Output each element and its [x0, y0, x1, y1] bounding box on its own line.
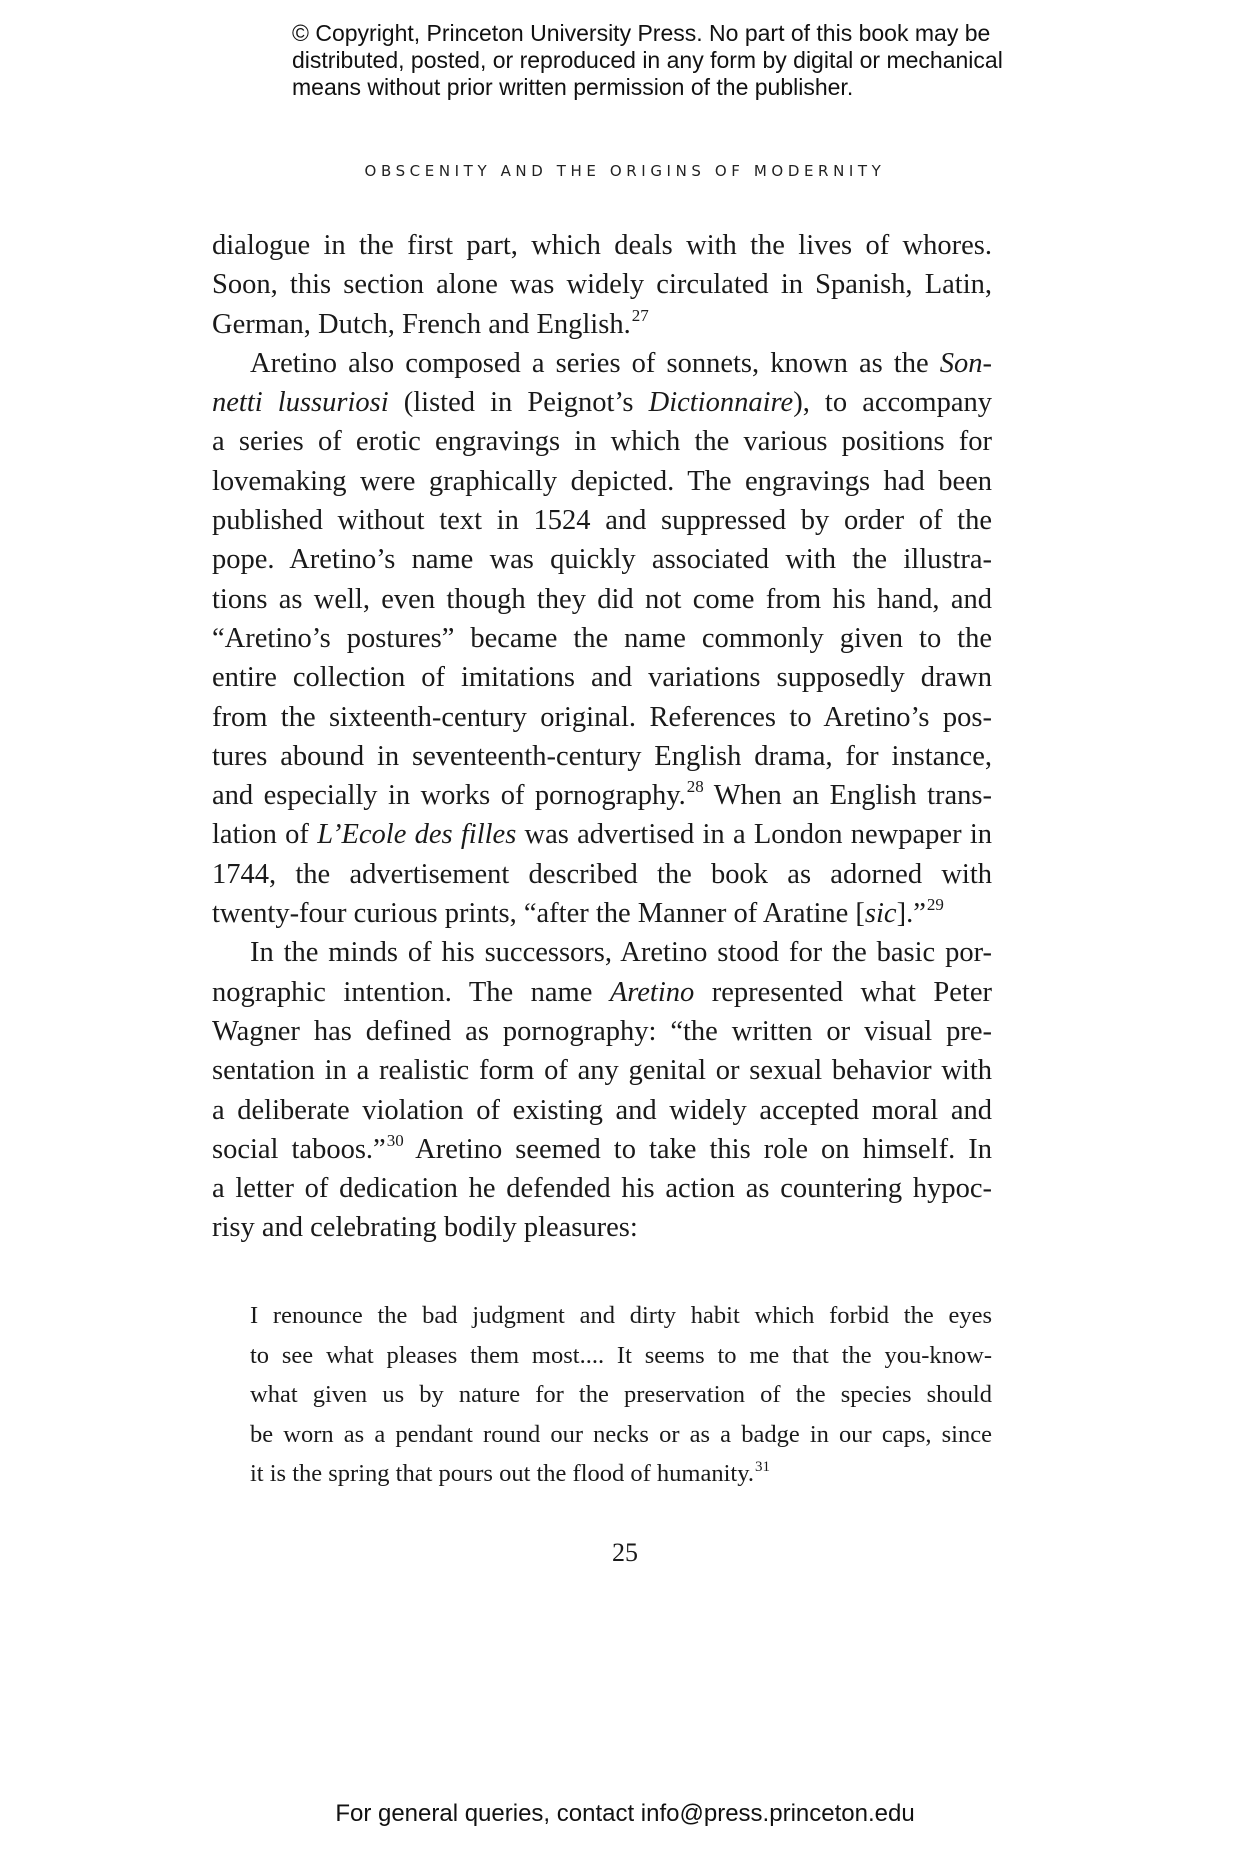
- text-line: 1744, the advertisement described the book as adorned with: [212, 858, 992, 890]
- copyright-notice: [292, 20, 1052, 101]
- body-text: [212, 226, 992, 1248]
- text-line: entire collection of imitations and variations supposedly drawn: [212, 662, 992, 694]
- text-line: netti lussuriosi (listed in Peignot’s Dictionnaire), to accompany: [212, 387, 992, 419]
- footnote-ref: 29: [926, 895, 944, 915]
- block-quote: [250, 1296, 992, 1494]
- text-line: “Aretino’s postures” became the name commonly given to the: [212, 622, 992, 654]
- footnote-ref: 31: [755, 1459, 771, 1475]
- quote-line: be worn as a pendant round our necks or as a badge in our caps, since: [250, 1420, 992, 1448]
- copyright-line: means without prior written permission of the publisher.: [292, 74, 854, 100]
- footnote-ref: 30: [386, 1130, 404, 1150]
- text-line: pope. Aretino’s name was quickly associated with the illustra-: [212, 544, 992, 576]
- quote-line: it is the spring that pours out the flood of humanity.$^{31}$: [250, 1459, 771, 1487]
- footnote-ref: 27: [631, 305, 649, 325]
- footnote-ref: 28: [686, 777, 704, 797]
- quote-line: I renounce the bad judgment and dirty habit which forbid the eyes: [250, 1302, 992, 1329]
- text-line: dialogue in the first part, which deals with the lives of whores.: [212, 230, 992, 261]
- text-line: Wagner has defined as pornography: “the written or visual pre-: [212, 1015, 992, 1047]
- text-line: a letter of dedication he defended his action as countering hypoc-: [212, 1173, 992, 1205]
- text-line: a deliberate violation of existing and widely accepted moral and: [212, 1094, 992, 1126]
- text-line: twenty-four curious prints, “after the Manner of Aratine [sic].”$^{29}$: [212, 895, 944, 930]
- text-line: Aretino also composed a series of sonnets, known as the Son-: [250, 347, 992, 379]
- copyright-line: distributed, posted, or reproduced in any form by digital or mechanical: [292, 47, 1003, 73]
- text-line: lation of L’Ecole des filles was advertised in a London newpaper in: [212, 819, 992, 851]
- text-line: and especially in works of pornography.$^{28}$ When an English trans-: [212, 777, 992, 812]
- text-line: published without text in 1524 and suppressed by order of the: [212, 505, 992, 537]
- text-line: Soon, this section alone was widely circulated in Spanish, Latin,: [212, 269, 992, 301]
- text-line: tures abound in seventeenth-century English drama, for instance,: [212, 740, 992, 772]
- quote-line: to see what pleases them most.... It seems to me that the you-know-: [250, 1341, 992, 1369]
- text-line: risy and celebrating bodily pleasures:: [212, 1212, 638, 1244]
- text-line: from the sixteenth-century original. References to Aretino’s pos-: [212, 701, 992, 733]
- text-line: nographic intention. The name Aretino represented what Peter: [212, 976, 992, 1008]
- text-line: a series of erotic engravings in which the various positions for: [212, 426, 992, 458]
- quote-line: what given us by nature for the preservation of the species should: [250, 1381, 992, 1408]
- copyright-line: © Copyright, Princeton University Press. No part of this book may be: [292, 20, 991, 46]
- text-line: sentation in a realistic form of any genital or sexual behavior with: [212, 1055, 992, 1087]
- text-line: tions as well, even though they did not come from his hand, and: [212, 583, 992, 615]
- text-line: In the minds of his successors, Aretino stood for the basic por-: [250, 937, 992, 969]
- page-number: 25: [612, 1538, 638, 1567]
- text-line: lovemaking were graphically depicted. The engravings had been: [212, 465, 992, 497]
- text-line: German, Dutch, French and English.$^{27}$: [212, 305, 649, 340]
- text-line: social taboos.”$^{30}$ Aretino seemed to take this role on himself. In: [212, 1130, 992, 1165]
- footer-contact: For general queries, contact info@press.princeton.edu: [335, 1800, 915, 1827]
- running-head: OBSCENITY AND THE ORIGINS OF MODERNITY: [364, 162, 886, 180]
